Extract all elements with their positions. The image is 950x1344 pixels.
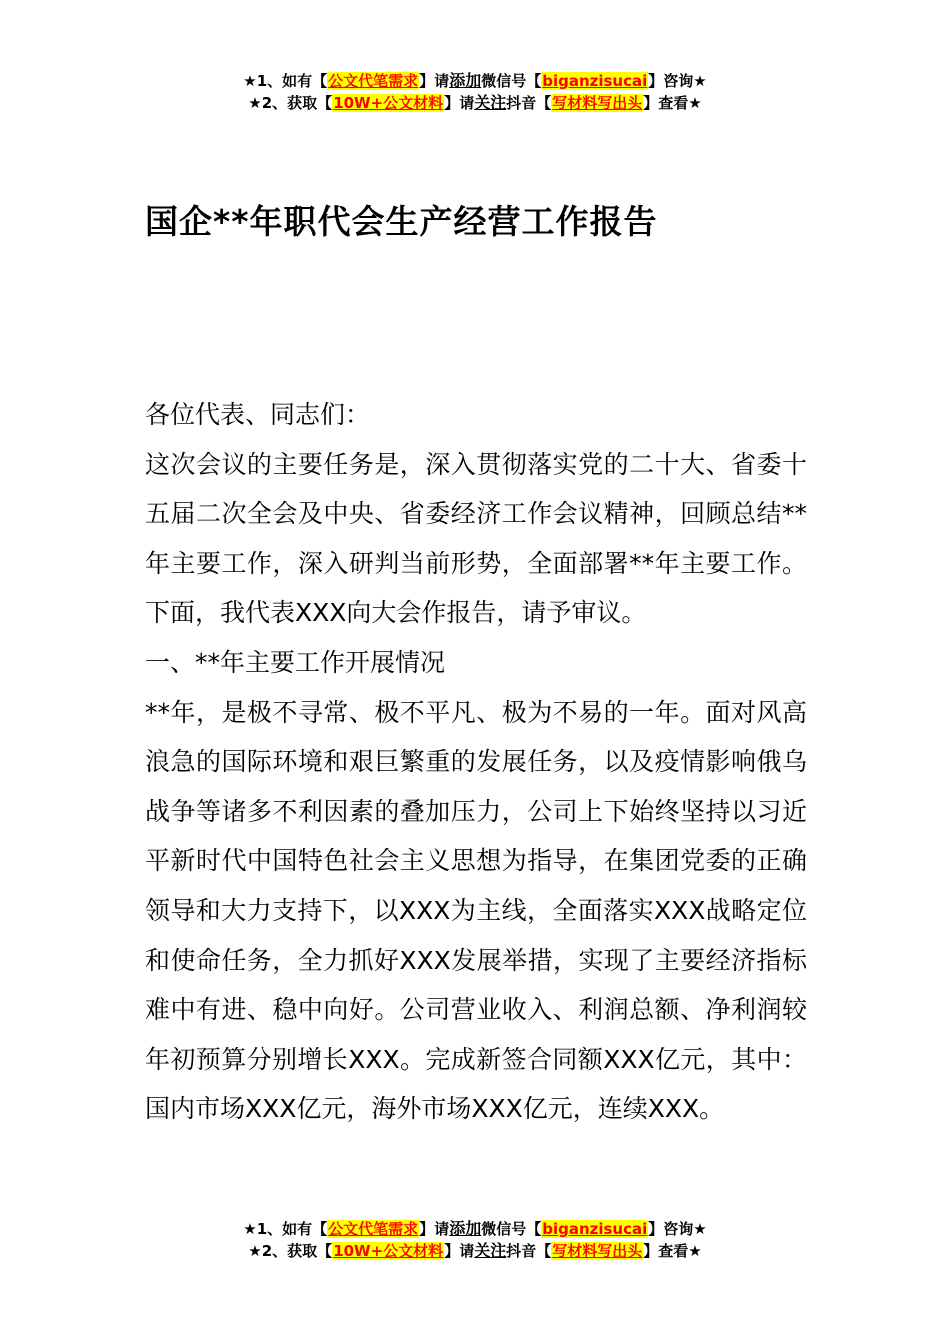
promo-banner-bottom [0, 1218, 950, 1262]
promo-text: 】请 [419, 72, 450, 90]
promo-highlight: 10W+公文材料 [333, 1242, 444, 1260]
promo-line-1 [0, 1218, 950, 1240]
promo-underlined: 关注 [474, 93, 507, 112]
promo-highlight: 公文代笔需求 [328, 72, 419, 90]
promo-underlined: 添加 [449, 1219, 482, 1238]
promo-text: 】请 [444, 94, 475, 112]
promo-text: 】请 [419, 1220, 450, 1238]
star-icon: ★ [248, 1242, 262, 1260]
paragraph: **年，是极不寻常、极不平凡、极为不易的一年。面对风高浪急的国际环境和艰巨繁重的发展任务，以及疫情影响俄乌战争等诸多不利因素的叠加压力，公司上下始终坚持以习近平新时代中国特色社会主义思想为指导，在集团党委的正确领导和大力支持下，以XXX为主线，全面落实XXX战略定位和使命任务，全力抓好XXX发展举措，实现了主要经济指标难中有进、稳中向好。公司营业收入、利润总额、净利润较年初预算分别增长XXX。完成新签合同额XXX亿元，其中：国内市场XXX亿元，海外市场XXX亿元，连续XXX。 [145, 697, 807, 1124]
promo-text: 2、获取【 [261, 94, 333, 112]
promo-highlight: 公文代笔需求 [328, 1220, 419, 1238]
promo-line-2 [0, 1240, 950, 1262]
promo-text: 微信号【 [481, 1220, 542, 1238]
salutation: 各位代表、同志们： [145, 400, 371, 429]
document-body [145, 390, 807, 1134]
promo-highlight: biganzisucai [542, 72, 648, 90]
promo-banner-top [0, 70, 950, 114]
promo-highlight: 10W+公文材料 [333, 94, 444, 112]
star-icon: ★ [243, 1220, 257, 1238]
document-title: 国企**年职代会生产经营工作报告 [145, 202, 658, 241]
promo-text: 】查看★ [643, 94, 702, 112]
promo-text: 2、获取【 [261, 1242, 333, 1260]
promo-text: 抖音【 [506, 94, 552, 112]
promo-underlined: 关注 [474, 1241, 507, 1260]
promo-line-1 [0, 70, 950, 92]
promo-highlight: 写材料写出头 [552, 94, 643, 112]
promo-text: 】咨询★ [648, 72, 707, 90]
promo-highlight: biganzisucai [542, 1220, 648, 1238]
promo-text: 】咨询★ [648, 1220, 707, 1238]
promo-text: 微信号【 [481, 72, 542, 90]
star-icon: ★ [248, 94, 262, 112]
promo-text: 1、如有【 [256, 1220, 328, 1238]
star-icon: ★ [243, 72, 257, 90]
promo-text: 1、如有【 [256, 72, 328, 90]
promo-line-2 [0, 92, 950, 114]
paragraph: 这次会议的主要任务是，深入贯彻落实党的二十大、省委十五届二次全会及中央、省委经济工作会议精神，回顾总结**年主要工作，深入研判当前形势，全面部署**年主要工作。下面，我代表XXX向大会作报告，请予审议。 [145, 449, 807, 628]
promo-text: 抖音【 [506, 1242, 552, 1260]
section-heading: 一、**年主要工作开展情况 [145, 647, 446, 677]
promo-highlight: 写材料写出头 [552, 1242, 643, 1260]
promo-text: 】查看★ [643, 1242, 702, 1260]
promo-underlined: 添加 [449, 71, 482, 90]
promo-text: 】请 [444, 1242, 475, 1260]
